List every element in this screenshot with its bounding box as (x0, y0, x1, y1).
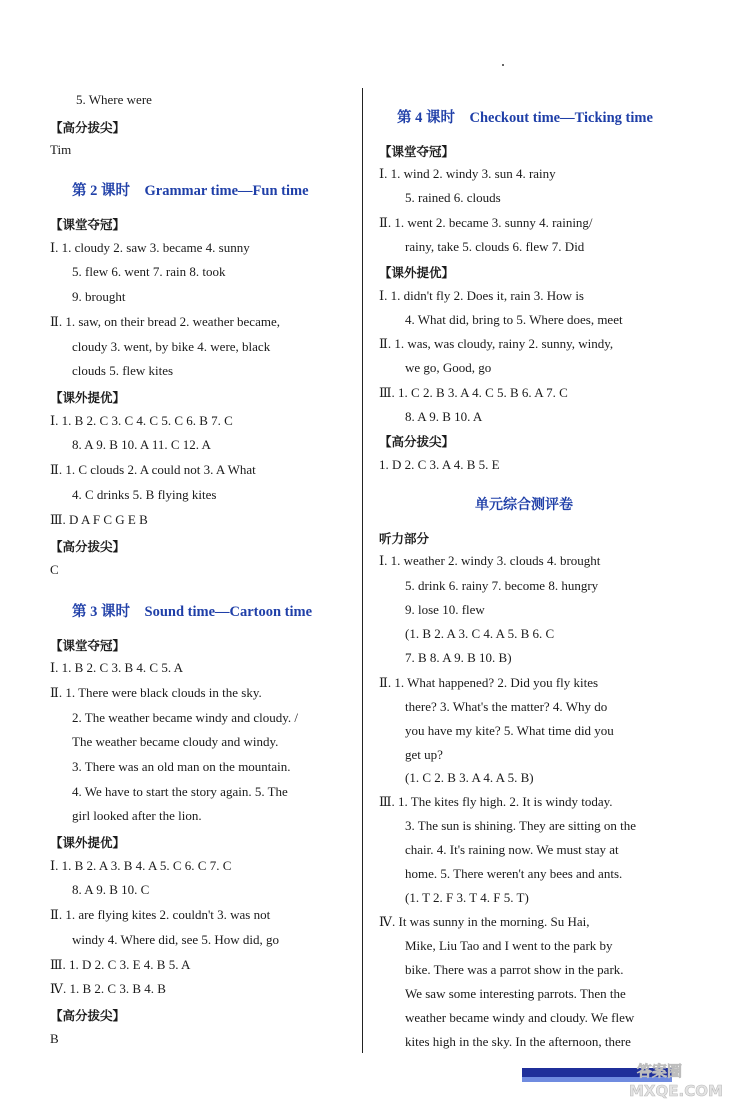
section-heading: 【课外提优】 (50, 390, 126, 405)
answer-line: Ⅱ. 1. There were black clouds in the sky. (50, 685, 262, 700)
watermark-line-1: 答案圈 (637, 1062, 683, 1080)
answer-line: Ⅰ. 1. didn't fly 2. Does it, rain 3. How is (379, 288, 584, 303)
answer-line: Ⅲ. D A F C G E B (50, 512, 148, 527)
section-heading: 【高分拔尖】 (379, 434, 455, 449)
answer-line: you have my kite? 5. What time did you (405, 723, 614, 738)
answer-line: Ⅱ. 1. went 2. became 3. sunny 4. raining/ (379, 215, 593, 230)
answer-line: 4. C drinks 5. B flying kites (72, 487, 217, 502)
answer-line: get up? (405, 747, 443, 762)
answer-line: clouds 5. flew kites (72, 363, 174, 378)
answer-line: 8. A 9. B 10. A 11. C 12. A (72, 437, 211, 452)
answer-line: C (50, 562, 59, 577)
answer-line: Ⅰ. 1. wind 2. windy 3. sun 4. rainy (379, 166, 556, 181)
answer-line: (1. B 2. A 3. C 4. A 5. B 6. C (405, 626, 555, 641)
answer-line: Ⅰ. 1. cloudy 2. saw 3. became 4. sunny (50, 240, 250, 255)
answer-line: 4. We have to start the story again. 5. The (72, 784, 288, 799)
answer-line: 9. lose 10. flew (405, 602, 485, 617)
section-heading: 【课外提优】 (50, 835, 126, 850)
answer-line: 5. drink 6. rainy 7. become 8. hungry (405, 578, 599, 593)
answer-line: Ⅰ. 1. B 2. C 3. C 4. C 5. C 6. B 7. C (50, 413, 233, 428)
answer-line: 1. D 2. C 3. A 4. B 5. E (379, 457, 500, 472)
answer-line: 5. rained 6. clouds (405, 190, 501, 205)
answer-line: (1. C 2. B 3. A 4. A 5. B) (405, 770, 534, 785)
answer-line: cloudy 3. went, by bike 4. were, black (72, 339, 271, 354)
section-heading: 【课堂夺冠】 (50, 217, 126, 232)
answer-line: Ⅰ. 1. B 2. A 3. B 4. A 5. C 6. C 7. C (50, 858, 232, 873)
answer-line: windy 4. Where did, see 5. How did, go (72, 932, 280, 947)
section-heading: 【高分拔尖】 (50, 539, 126, 554)
passage-line: Mike, Liu Tao and I went to the park by (405, 938, 613, 953)
answer-line: 7. B 8. A 9. B 10. B) (405, 650, 512, 665)
answer-line: rainy, take 5. clouds 6. flew 7. Did (405, 239, 585, 254)
watermark-logo (625, 1058, 743, 1102)
passage-line: Ⅳ. It was sunny in the morning. Su Hai, (379, 914, 590, 929)
section-heading: 【高分拔尖】 (50, 120, 126, 135)
answer-line: 3. There was an old man on the mountain. (72, 759, 291, 774)
lesson-3-title: 第 3 课时 Sound time—Cartoon time (72, 604, 313, 620)
answer-line: 8. A 9. B 10. A (405, 409, 483, 424)
passage-line: kites high in the sky. In the afternoon, there (405, 1034, 631, 1049)
answer-line: 9. brought (72, 289, 126, 304)
answer-line: 4. What did, bring to 5. Where does, meet (405, 312, 623, 327)
answer-line: Tim (50, 142, 72, 157)
answer-line: 8. A 9. B 10. C (72, 882, 150, 897)
answer-line: there? 3. What's the matter? 4. Why do (405, 699, 608, 714)
section-heading: 听力部分 (379, 531, 430, 546)
lesson-2-title: 第 2 课时 Grammar time—Fun time (72, 183, 309, 199)
answer-line: 5. Where were (76, 92, 152, 107)
answer-line: B (50, 1031, 59, 1046)
answer-line: 3. The sun is shining. They are sitting on the (405, 818, 636, 833)
answer-line: home. 5. There weren't any bees and ants. (405, 866, 623, 881)
answer-line: Ⅱ. 1. are flying kites 2. couldn't 3. was not (50, 907, 271, 922)
answer-line: chair. 4. It's raining now. We must stay at (405, 842, 619, 857)
section-heading: 【课外提优】 (379, 265, 455, 280)
answer-line: Ⅰ. 1. weather 2. windy 3. clouds 4. brought (379, 553, 601, 568)
lesson-4-title: 第 4 课时 Checkout time—Ticking time (397, 110, 653, 126)
answer-line: Ⅲ. 1. D 2. C 3. E 4. B 5. A (50, 957, 191, 972)
passage-line: We saw some interesting parrots. Then the (405, 986, 626, 1001)
answer-line: we go, Good, go (405, 360, 492, 375)
answer-line: Ⅰ. 1. B 2. C 3. B 4. C 5. A (50, 660, 183, 675)
passage-line: bike. There was a parrot show in the park. (405, 962, 624, 977)
answer-line: Ⅱ. 1. What happened? 2. Did you fly kites (379, 675, 599, 690)
answer-line: 2. The weather became windy and cloudy. / (72, 710, 298, 725)
answer-line: 5. flew 6. went 7. rain 8. took (72, 264, 226, 279)
answer-line: girl looked after the lion. (72, 808, 202, 823)
answer-line: Ⅱ. 1. saw, on their bread 2. weather became, (50, 314, 280, 329)
section-heading: 【高分拔尖】 (50, 1008, 126, 1023)
answer-line: (1. T 2. F 3. T 4. F 5. T) (405, 890, 529, 905)
answer-line: Ⅱ. 1. C clouds 2. A could not 3. A What (50, 462, 256, 477)
answer-line: Ⅲ. 1. C 2. B 3. A 4. C 5. B 6. A 7. C (379, 385, 568, 400)
unit-test-title: 单元综合测评卷 (475, 497, 573, 513)
watermark-line-2: MXQE.COM (629, 1082, 723, 1100)
answer-line: Ⅳ. 1. B 2. C 3. B 4. B (50, 981, 166, 996)
answer-line: Ⅲ. 1. The kites fly high. 2. It is windy today. (379, 794, 613, 809)
passage-line: weather became windy and cloudy. We flew (405, 1010, 635, 1025)
section-heading: 【课堂夺冠】 (50, 638, 126, 653)
answer-line: The weather became cloudy and windy. (72, 734, 279, 749)
column-divider (362, 88, 363, 1053)
speck (502, 64, 504, 66)
answer-line: Ⅱ. 1. was, was cloudy, rainy 2. sunny, windy, (379, 336, 614, 351)
section-heading: 【课堂夺冠】 (379, 144, 455, 159)
